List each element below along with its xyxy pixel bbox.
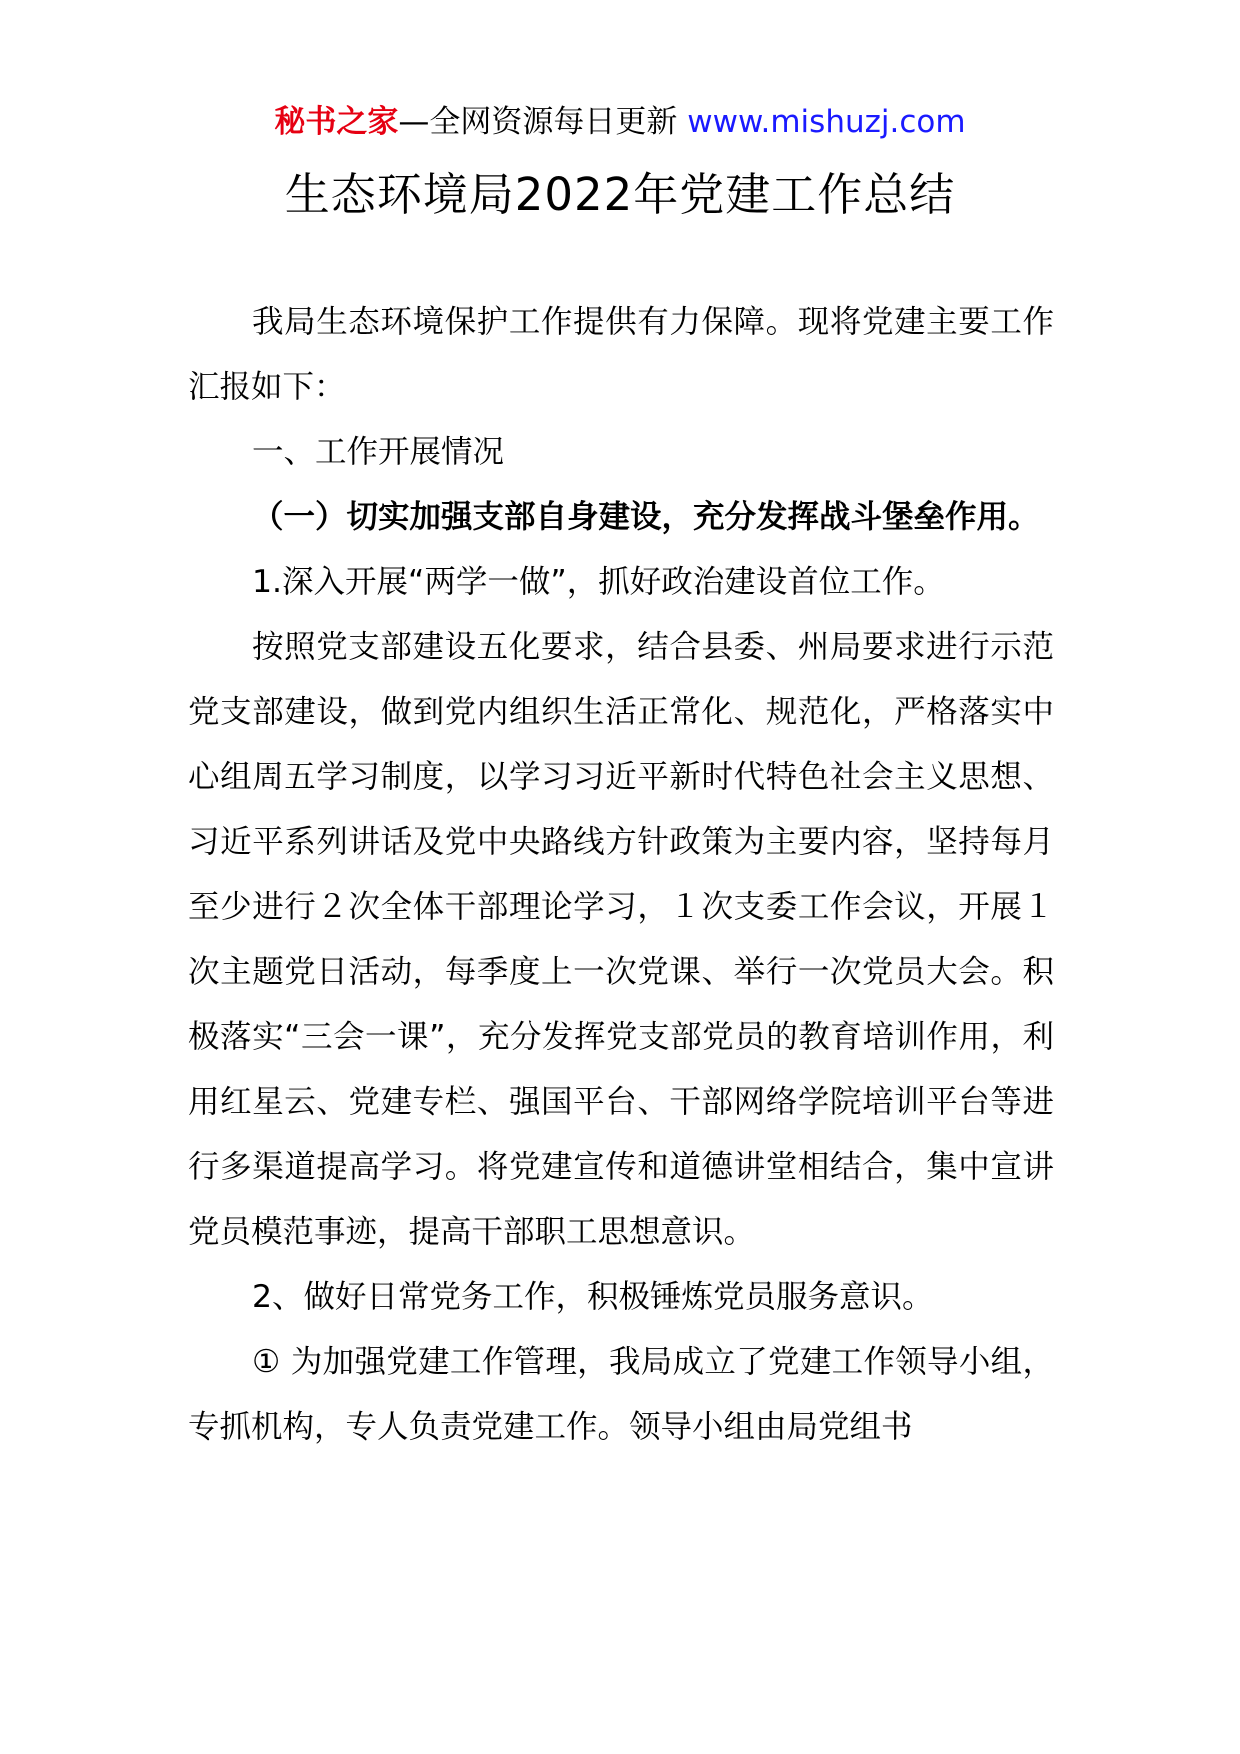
body-paragraph: 按照党支部建设五化要求，结合县委、州局要求进行示范党支部建设，做到党内组织生活正常化、规范化，严格落实中心组周五学习制度，以学习习近平新时代特色社会主义思想、习近平系列讲话及党中央路线方针政策为主要内容，坚持每月至少进行２次全体干部理论学习，１次支委工作会议，开展１次主题党日活动，每季度上一次党课、举行一次党员大会。积极落实“三会一课”，充分发挥党支部党员的教育培训作用，利用红星云、党建专栏、强国平台、干部网络学院培训平台等进行多渠道提高学习。将党建宣传和道德讲堂相结合，集中宣讲党员模范事迹，提高干部职工思想意识。 [188, 629, 1054, 1250]
site-url-link[interactable]: www.mishuzj.com [687, 104, 966, 140]
subsection-heading: （一）切实加强支部自身建设，充分发挥战斗堡垒作用。 [252, 499, 1040, 535]
document-body [188, 290, 1054, 1460]
intro-paragraph: 我局生态环境保护工作提供有力保障。现将党建主要工作汇报如下： [188, 304, 1054, 405]
header-slogan: —全网资源每日更新 [398, 104, 688, 140]
brand-name: 秘书之家 [274, 104, 399, 140]
site-header [0, 100, 1240, 144]
document-title: 生态环境局2022年党建工作总结 [284, 168, 956, 221]
item-heading: 2、做好日常党务工作，积极锤炼党员服务意识。 [252, 1279, 934, 1315]
section-heading: 一、工作开展情况 [252, 434, 505, 470]
item-heading: 1.深入开展“两学一做”，抓好政治建设首位工作。 [252, 564, 945, 600]
body-paragraph: ① 为加强党建工作管理，我局成立了党建工作领导小组，专抓机构，专人负责党建工作。领导小组由局党组书 [188, 1344, 1054, 1445]
